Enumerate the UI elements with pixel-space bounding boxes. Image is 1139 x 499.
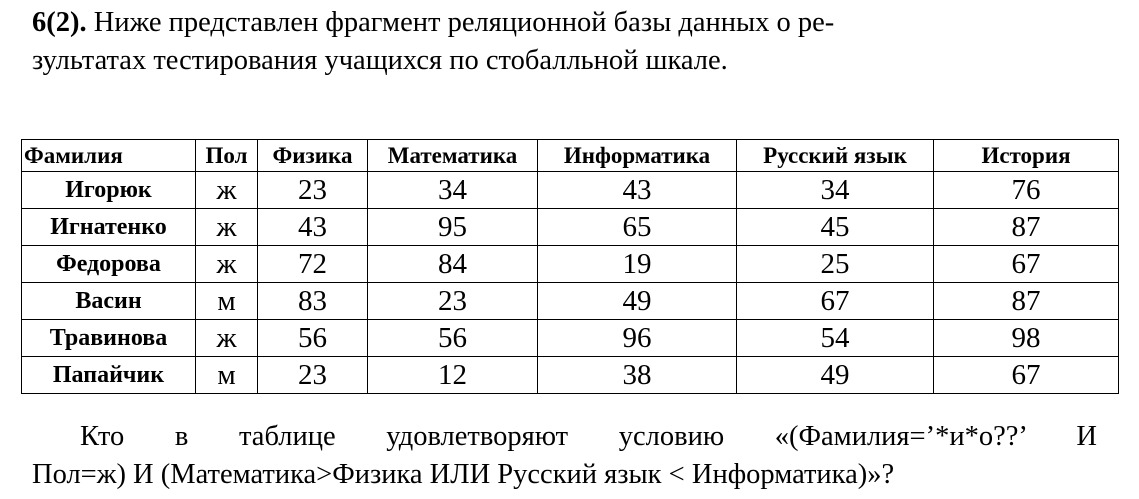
cell-informatics: 49 (538, 283, 737, 320)
cell-sex: м (196, 357, 258, 394)
cell-informatics: 43 (538, 172, 737, 209)
cell-physics: 23 (258, 172, 368, 209)
cell-russian: 54 (737, 320, 934, 357)
cell-russian: 45 (737, 209, 934, 246)
cell-physics: 56 (258, 320, 368, 357)
cell-surname: Игнатенко (22, 209, 196, 246)
cell-physics: 83 (258, 283, 368, 320)
cell-sex: ж (196, 209, 258, 246)
cell-russian: 34 (737, 172, 934, 209)
table-row (22, 357, 1119, 394)
results-table (21, 139, 1119, 394)
cell-history: 87 (934, 209, 1119, 246)
question-text (32, 418, 1097, 494)
cell-surname: Федорова (22, 246, 196, 283)
cell-sex: ж (196, 246, 258, 283)
cell-informatics: 96 (538, 320, 737, 357)
cell-russian: 67 (737, 283, 934, 320)
cell-math: 23 (368, 283, 538, 320)
task-statement (32, 4, 1102, 80)
table-row (22, 246, 1119, 283)
cell-physics: 23 (258, 357, 368, 394)
table-row (22, 283, 1119, 320)
cell-informatics: 38 (538, 357, 737, 394)
header-physics: Физика (258, 140, 368, 172)
question-line2: Пол=ж) И (Математика>Физика ИЛИ Русский язык < Информатика)»? (32, 459, 895, 490)
table-row (22, 172, 1119, 209)
header-informatics: Информатика (538, 140, 737, 172)
task-intro-line1: Ниже представлен фрагмент реляционной базы данных о ре- (93, 7, 835, 38)
cell-informatics: 65 (538, 209, 737, 246)
cell-math: 12 (368, 357, 538, 394)
cell-physics: 72 (258, 246, 368, 283)
cell-history: 67 (934, 357, 1119, 394)
cell-math: 84 (368, 246, 538, 283)
table-row (22, 320, 1119, 357)
cell-history: 76 (934, 172, 1119, 209)
header-math: Математика (368, 140, 538, 172)
cell-surname: Васин (22, 283, 196, 320)
header-history: История (934, 140, 1119, 172)
cell-surname: Игорюк (22, 172, 196, 209)
cell-math: 34 (368, 172, 538, 209)
cell-history: 87 (934, 283, 1119, 320)
cell-sex: ж (196, 320, 258, 357)
header-sex: Пол (196, 140, 258, 172)
table-row (22, 209, 1119, 246)
cell-surname: Папайчик (22, 357, 196, 394)
table-header-row (22, 140, 1119, 172)
header-russian: Русский язык (737, 140, 934, 172)
cell-surname: Травинова (22, 320, 196, 357)
cell-math: 95 (368, 209, 538, 246)
cell-sex: м (196, 283, 258, 320)
task-number: 6(2). (32, 7, 87, 38)
cell-russian: 49 (737, 357, 934, 394)
cell-history: 98 (934, 320, 1119, 357)
cell-history: 67 (934, 246, 1119, 283)
task-intro-line2: зультатах тестирования учащихся по стобалльной шкале. (32, 45, 728, 76)
cell-informatics: 19 (538, 246, 737, 283)
cell-math: 56 (368, 320, 538, 357)
cell-physics: 43 (258, 209, 368, 246)
header-surname: Фамилия (22, 140, 196, 172)
question-line1: Кто в таблице удовлетворяют условию «(Фамилия=’*и*о??’ И (80, 421, 1097, 452)
cell-russian: 25 (737, 246, 934, 283)
cell-sex: ж (196, 172, 258, 209)
